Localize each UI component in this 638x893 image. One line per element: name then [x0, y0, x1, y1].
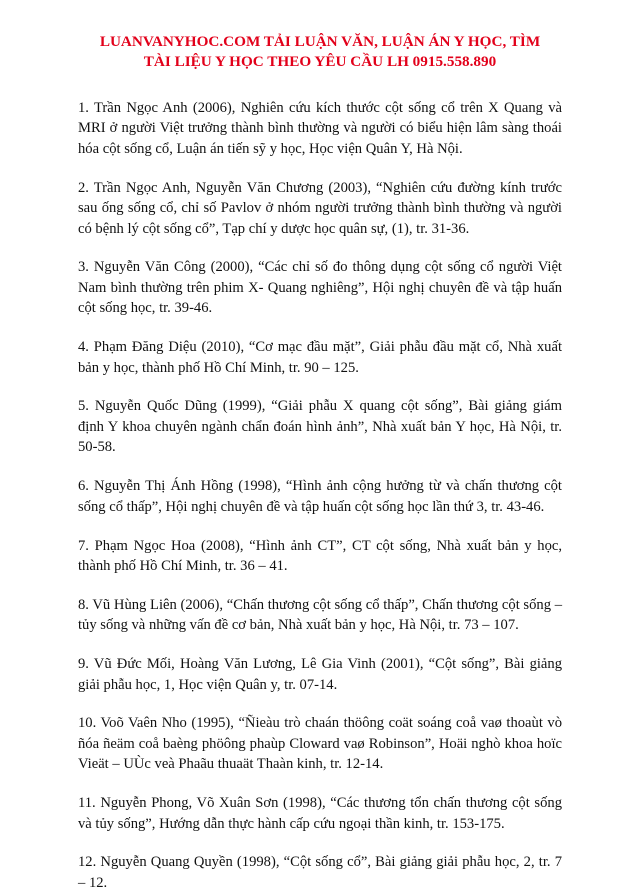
header-line-1: LUANVANYHOC.COM TẢI LUẬN VĂN, LUẬN ÁN Y HỌC, TÌM [99, 33, 541, 50]
page-header [78, 32, 562, 72]
reference-item-8: 8. Vũ Hùng Liên (2006), “Chấn thương cột sống cổ thấp”, Chấn thương cột sống – tủy sống và những vấn đề cơ bản, Nhà xuất bản y học, Hà Nội, tr. 73 – 107. [78, 596, 562, 634]
reference-item-6: 6. Nguyễn Thị Ánh Hồng (1998), “Hình ảnh cộng hưởng từ và chấn thương cột sống cổ thấp”, Hội nghị chuyên đề và tập huấn cột sống học lần thứ 3, tr. 43-46. [78, 478, 562, 515]
reference-item-3: 3. Nguyễn Văn Công (2000), “Các chỉ số đo thông dụng cột sống cổ người Việt Nam bình thường trên phim X- Quang nghiêng”, Hội nghị chuyên đề và tập huấn cột sống học, tr. 39-46. [78, 259, 562, 317]
header-line-2: TÀI LIỆU Y HỌC THEO YÊU CẦU LH 0915.558.890 [143, 53, 497, 70]
reference-item-10: 10. Voõ Vaên Nho (1995), “Ñieàu trò chaán thöông coät soáng coå vaø thoaùt vò ñóa ñeäm coå baèng phöông phaùp Cloward vaø Robinson”, Hoäi nghò khoa hoïc Vieät – UÙc veà Phaãu thuaät Thaàn kinh, tr. 12-14. [78, 715, 562, 773]
reference-item-11: 11. Nguyễn Phong, Võ Xuân Sơn (1998), “Các thương tổn chấn thương cột sống và tủy sống”, Hướng dẫn thực hành cấp cứu ngoại thần kinh, tr. 153-175. [78, 795, 562, 832]
reference-item-5: 5. Nguyễn Quốc Dũng (1999), “Giải phẫu X quang cột sống”, Bài giảng giám định Y khoa chuyên ngành chẩn đoán hình ảnh”, Nhà xuất bản Y học, Hà Nội, tr. 50-58. [78, 398, 562, 456]
reference-item-9: 9. Vũ Đức Mối, Hoàng Văn Lương, Lê Gia Vinh (2001), “Cột sống”, Bài giảng giải phẫu học, 1, Học viện Quân y, tr. 07-14. [78, 656, 562, 693]
reference-item-1: 1. Trần Ngọc Anh (2006), Nghiên cứu kích thước cột sống cổ trên X Quang và MRI ở người Việt trưởng thành bình thường và người có biểu hiện lâm sàng thoái hóa cột sống cổ, Luận án tiến sỹ y học, Học viện Quân Y, Hà Nội. [78, 100, 562, 157]
reference-item-7: 7. Phạm Ngọc Hoa (2008), “Hình ảnh CT”, CT cột sống, Nhà xuất bản y học, thành phố Hồ Chí Minh, tr. 36 – 41. [78, 537, 562, 574]
reference-item-2: 2. Trần Ngọc Anh, Nguyễn Văn Chương (2003), “Nghiên cứu đường kính trước sau ống sống cổ, chỉ số Pavlov ở nhóm người trưởng thành bình thường và người có bệnh lý cột sống cổ”, Tạp chí y dược học quân sự, (1), tr. 31-36. [78, 179, 562, 237]
reference-list [78, 98, 562, 893]
reference-item-4: 4. Phạm Đăng Diệu (2010), “Cơ mạc đầu mặt”, Giải phẫu đầu mặt cổ, Nhà xuất bản y học, thành phố Hồ Chí Minh, tr. 90 – 125. [78, 339, 562, 376]
reference-item-12: 12. Nguyễn Quang Quyền (1998), “Cột sống cổ”, Bài giảng giải phẫu học, 2, tr. 7 – 12. [78, 854, 562, 891]
